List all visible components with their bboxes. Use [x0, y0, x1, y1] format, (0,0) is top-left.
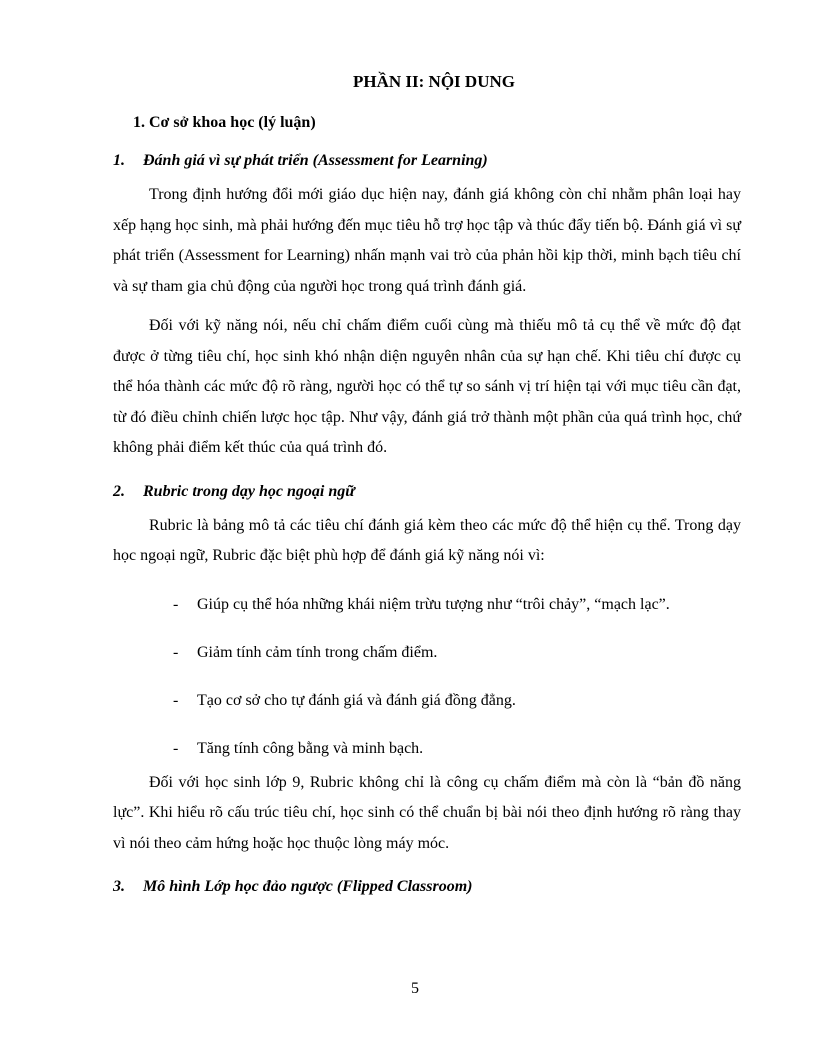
list-item-text: Tăng tính công bằng và minh bạch.: [197, 739, 424, 757]
list-item: [113, 590, 741, 620]
list-item: [113, 638, 741, 668]
subsection-number: 2.: [113, 482, 125, 500]
bullet-marker: -: [173, 595, 179, 613]
paragraph: Trong định hướng đổi mới giáo dục hiện nay, đánh giá không còn chỉ nhằm phân loại hay xếp hạng học sinh, mà phải hướng đến mục tiêu hỗ trợ học tập và thúc đẩy tiến bộ. Đánh giá vì sự phát triển (Assessment for Learning) nhấn mạnh vai trò của phản hồi kịp thời, minh bạch tiêu chí và sự tham gia chủ động của người học trong quá trình đánh giá.: [113, 186, 741, 295]
page-content: [113, 72, 741, 906]
subsection-heading-2: [113, 483, 741, 501]
subsection-number: 3.: [113, 878, 125, 895]
page-title: PHẦN II: NỘI DUNG: [353, 72, 515, 91]
page-number: 5: [411, 980, 419, 997]
paragraph: Đối với kỹ năng nói, nếu chỉ chấm điểm cuối cùng mà thiếu mô tả cụ thể về mức độ đạt được ở từng tiêu chí, học sinh khó nhận diện nguyên nhân của sự hạn chế. Khi tiêu chí được cụ thể hóa thành các mức độ rõ ràng, người học có thể tự so sánh vị trí hiện tại với mục tiêu cần đạt, từ đó điều chỉnh chiến lược học tập. Như vậy, đánh giá trở thành một phần của quá trình học, chứ không phải điểm kết thúc của quá trình đó.: [113, 317, 741, 456]
list-item: [113, 686, 741, 716]
list-item-text: Tạo cơ sở cho tự đánh giá và đánh giá đồng đẳng.: [197, 691, 516, 709]
list-item-text: Giảm tính cảm tính trong chấm điểm.: [197, 643, 438, 661]
paragraph: Rubric là bảng mô tả các tiêu chí đánh giá kèm theo các mức độ thể hiện cụ thể. Trong dạy học ngoại ngữ, Rubric đặc biệt phù hợp để đánh giá kỹ năng nói vì:: [113, 516, 741, 564]
subsection-title: Mô hình Lớp học đảo ngược (Flipped Classroom): [143, 878, 473, 895]
list-item-text: Giúp cụ thể hóa những khái niệm trừu tượng như “trôi chảy”, “mạch lạc”.: [197, 595, 670, 613]
bullet-marker: -: [173, 691, 179, 709]
subsection-title: Đánh giá vì sự phát triển (Assessment for Learning): [143, 152, 488, 169]
subsection-title: Rubric trong dạy học ngoại ngữ: [143, 482, 355, 500]
section-heading: 1. Cơ sở khoa học (lý luận): [133, 114, 316, 131]
subsection-number: 1.: [113, 152, 125, 169]
bullet-marker: -: [173, 739, 179, 757]
subsection-heading-1: [113, 152, 741, 170]
list-item: [113, 734, 741, 764]
subsection-heading-3: [113, 878, 741, 896]
bullet-marker: -: [173, 643, 179, 661]
bullet-list: [113, 590, 741, 764]
paragraph: Đối với học sinh lớp 9, Rubric không chỉ là công cụ chấm điểm mà còn là “bản đồ năng lực”. Khi hiểu rõ cấu trúc tiêu chí, học sinh có thể chuẩn bị bài nói theo định hướng rõ ràng thay vì nói theo cảm hứng hoặc học thuộc lòng máy móc.: [113, 773, 741, 852]
